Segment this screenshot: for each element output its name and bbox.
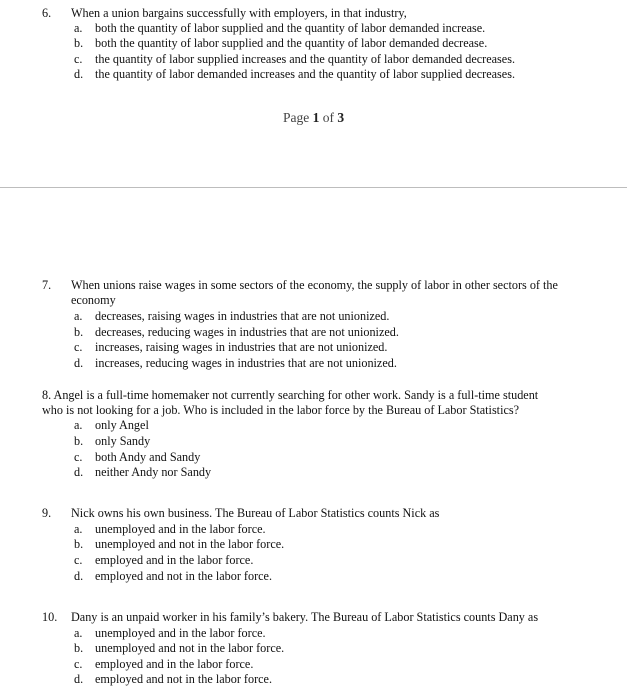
question-number: 10. <box>42 610 58 624</box>
question-text-line-2: who is not looking for a job. Who is included in the labor force by the Bureau of Labor Statistics? <box>42 403 520 417</box>
question-text-line-1: When unions raise wages in some sectors of the economy, the supply of labor in other sectors of the <box>71 278 558 292</box>
option-letter: d. <box>74 569 84 583</box>
option-letter: c. <box>74 52 83 66</box>
option-text: both the quantity of labor supplied and the quantity of labor demanded decrease. <box>95 36 488 50</box>
option-letter: c. <box>74 657 83 671</box>
option-letter: d. <box>74 67 84 81</box>
option-letter: a. <box>74 522 83 536</box>
page-indicator <box>0 110 627 126</box>
option-letter: b. <box>74 434 84 448</box>
option-letter: c. <box>74 340 83 354</box>
option-text: unemployed and not in the labor force. <box>95 537 285 551</box>
option-text: the quantity of labor demanded increases and the quantity of labor supplied decreases. <box>95 67 515 81</box>
option-letter: a. <box>74 21 83 35</box>
option-letter: a. <box>74 418 83 432</box>
option-letter: b. <box>74 325 84 339</box>
option-text: employed and not in the labor force. <box>95 672 272 686</box>
option-text: neither Andy nor Sandy <box>95 465 212 479</box>
option-letter: a. <box>74 309 83 323</box>
option-letter: d. <box>74 672 84 686</box>
option-text: the quantity of labor supplied increases and the quantity of labor demanded decreases. <box>95 52 515 66</box>
question-text: Dany is an unpaid worker in his family’s bakery. The Bureau of Labor Statistics counts Dany as <box>71 610 539 624</box>
option-text: decreases, raising wages in industries that are not unionized. <box>95 309 390 323</box>
option-text: both Andy and Sandy <box>95 450 201 464</box>
option-letter: d. <box>74 465 84 479</box>
page-divider <box>0 187 627 188</box>
question-number: 9. <box>42 506 52 520</box>
of-word: of <box>322 110 334 125</box>
option-text: unemployed and in the labor force. <box>95 626 266 640</box>
option-text: employed and in the labor force. <box>95 553 254 567</box>
option-letter: b. <box>74 36 84 50</box>
option-text: unemployed and in the labor force. <box>95 522 266 536</box>
option-text: employed and not in the labor force. <box>95 569 272 583</box>
option-letter: c. <box>74 553 83 567</box>
total-pages-number: 3 <box>337 110 345 125</box>
option-text: both the quantity of labor supplied and the quantity of labor demanded increase. <box>95 21 486 35</box>
option-text: only Sandy <box>95 434 151 448</box>
option-text: employed and in the labor force. <box>95 657 254 671</box>
option-text: unemployed and not in the labor force. <box>95 641 285 655</box>
question-text-line-1: 8. Angel is a full-time homemaker not currently searching for other work. Sandy is a full-time student <box>42 388 539 402</box>
option-letter: a. <box>74 626 83 640</box>
option-letter: b. <box>74 641 84 655</box>
option-text: decreases, reducing wages in industries that are not unionized. <box>95 325 399 339</box>
current-page-number: 1 <box>312 110 320 125</box>
question-text-line-2: economy <box>71 293 116 307</box>
question-number: 6. <box>42 6 52 20</box>
option-letter: d. <box>74 356 84 370</box>
option-text: only Angel <box>95 418 149 432</box>
option-letter: c. <box>74 450 83 464</box>
question-number: 7. <box>42 278 52 292</box>
question-text: When a union bargains successfully with employers, in that industry, <box>71 6 407 20</box>
option-letter: b. <box>74 537 84 551</box>
question-text: Nick owns his own business. The Bureau of Labor Statistics counts Nick as <box>71 506 440 520</box>
option-text: increases, raising wages in industries that are not unionized. <box>95 340 388 354</box>
option-text: increases, reducing wages in industries that are not unionized. <box>95 356 397 370</box>
page-word: Page <box>282 110 310 125</box>
